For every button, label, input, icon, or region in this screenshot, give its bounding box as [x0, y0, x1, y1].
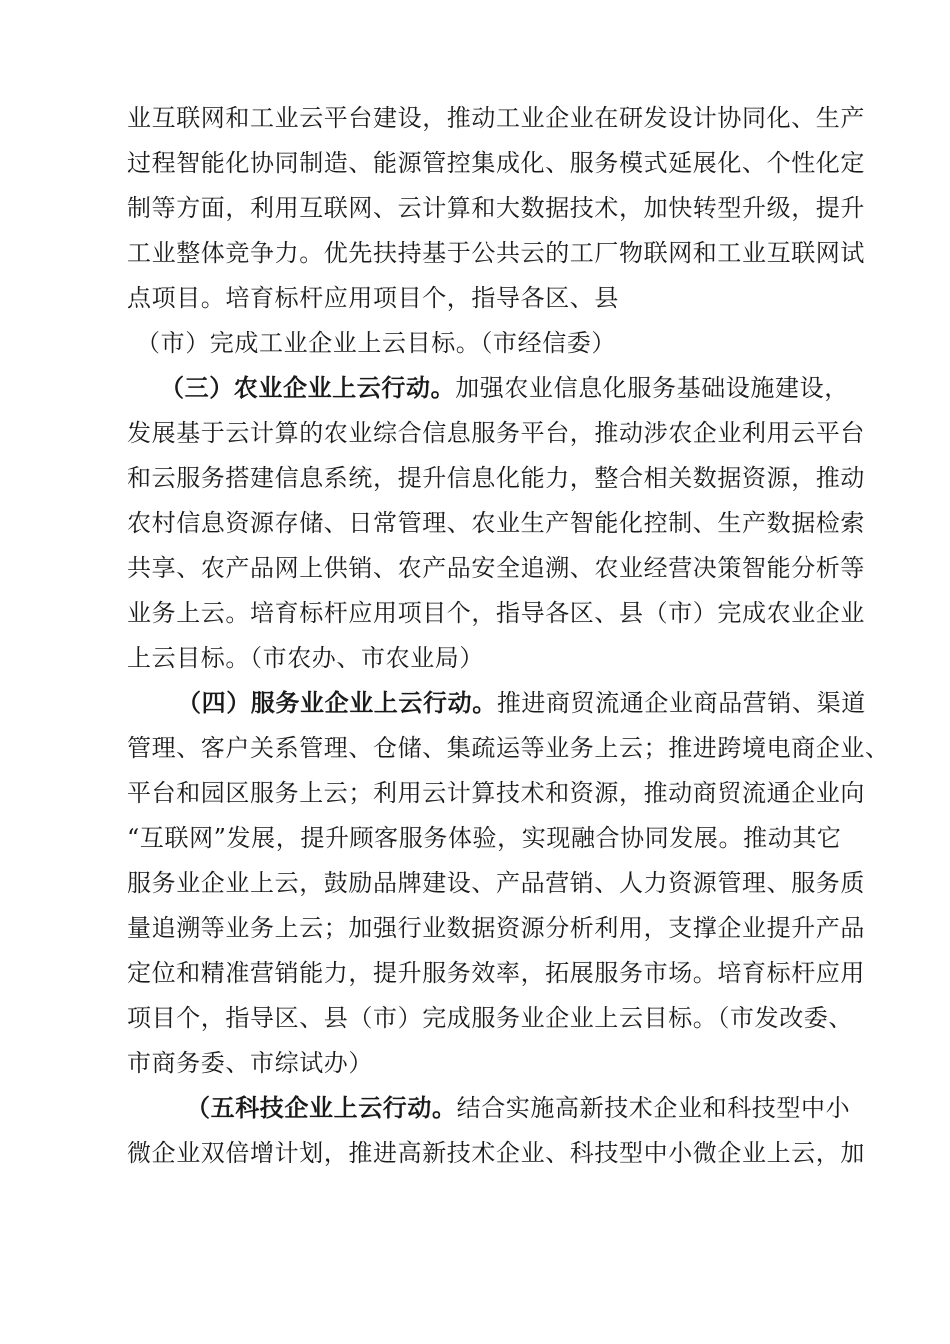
text-line: 农村信息资源存储、日常管理、农业生产智能化控制、生产数据检索: [127, 509, 865, 537]
text-segment: 推进商贸流通企业商品营销、渠道: [496, 689, 866, 717]
text-line: 定位和精准营销能力，提升服务效率，拓展服务市场。培育标杆应用: [127, 959, 865, 987]
text-segment: 加强农业信息化服务基础设施建设，: [455, 374, 849, 402]
text-line: 工业整体竞争力。优先扶持基于公共云的工厂物联网和工业互联网试: [127, 239, 865, 267]
text-line: 管理、客户关系管理、仓储、集疏运等业务上云；推进跨境电商企业、: [127, 734, 890, 762]
text-line: 点项目。培育标杆应用项目个，指导各区、县: [127, 284, 619, 312]
text-line: 和云服务搭建信息系统，提升信息化能力，整合相关数据资源，推动: [127, 464, 865, 492]
text-line: [160, 373, 849, 403]
text-line: 微企业双倍增计划，推进高新技术企业、科技型中小微企业上云，加: [127, 1139, 865, 1167]
text-line: [186, 1093, 850, 1123]
text-line: 业互联网和工业云平台建设，推动工业企业在研发设计协同化、生产: [127, 104, 865, 132]
text-line: [177, 688, 866, 718]
text-line: 量追溯等业务上云；加强行业数据资源分析利用，支撑企业提升产品: [127, 914, 865, 942]
text-line: 发展基于云计算的农业综合信息服务平台，推动涉农企业利用云平台: [127, 419, 865, 447]
text-segment: 结合实施高新技术企业和科技型中小: [456, 1094, 851, 1122]
text-line: 制等方面，利用互联网、云计算和大数据技术，加快转型升级，提升: [127, 194, 865, 222]
text-line: 过程智能化协同制造、能源管控集成化、服务模式延展化、个性化定: [127, 149, 865, 177]
section-heading-services: （四）服务业企业上云行动。: [177, 688, 497, 717]
text-line: “互联网”发展，提升顾客服务体验，实现融合协同发展。推动其它: [127, 824, 842, 852]
text-line: （市）完成工业企业上云目标。（市经信委）: [136, 329, 616, 357]
text-line: 服务业企业上云，鼓励品牌建设、产品营销、人力资源管理、服务质: [127, 869, 865, 897]
text-line: 业务上云。培育标杆应用项目个，指导各区、县（市）完成农业企业: [127, 599, 865, 627]
section-heading-technology: （五科技企业上云行动。: [186, 1093, 457, 1122]
text-line: 市商务委、市综试办）: [127, 1049, 373, 1077]
text-line: 项目个，指导区、县（市）完成服务业企业上云目标。（市发改委、: [127, 1004, 853, 1032]
text-line: 平台和园区服务上云；利用云计算技术和资源，推动商贸流通企业向: [127, 779, 865, 807]
text-line: 共享、农产品网上供销、农产品安全追溯、农业经营决策智能分析等: [127, 554, 865, 582]
section-heading-agriculture: （三）农业企业上云行动。: [160, 373, 456, 402]
text-line: 上云目标。（市农办、市农业局）: [127, 644, 484, 672]
